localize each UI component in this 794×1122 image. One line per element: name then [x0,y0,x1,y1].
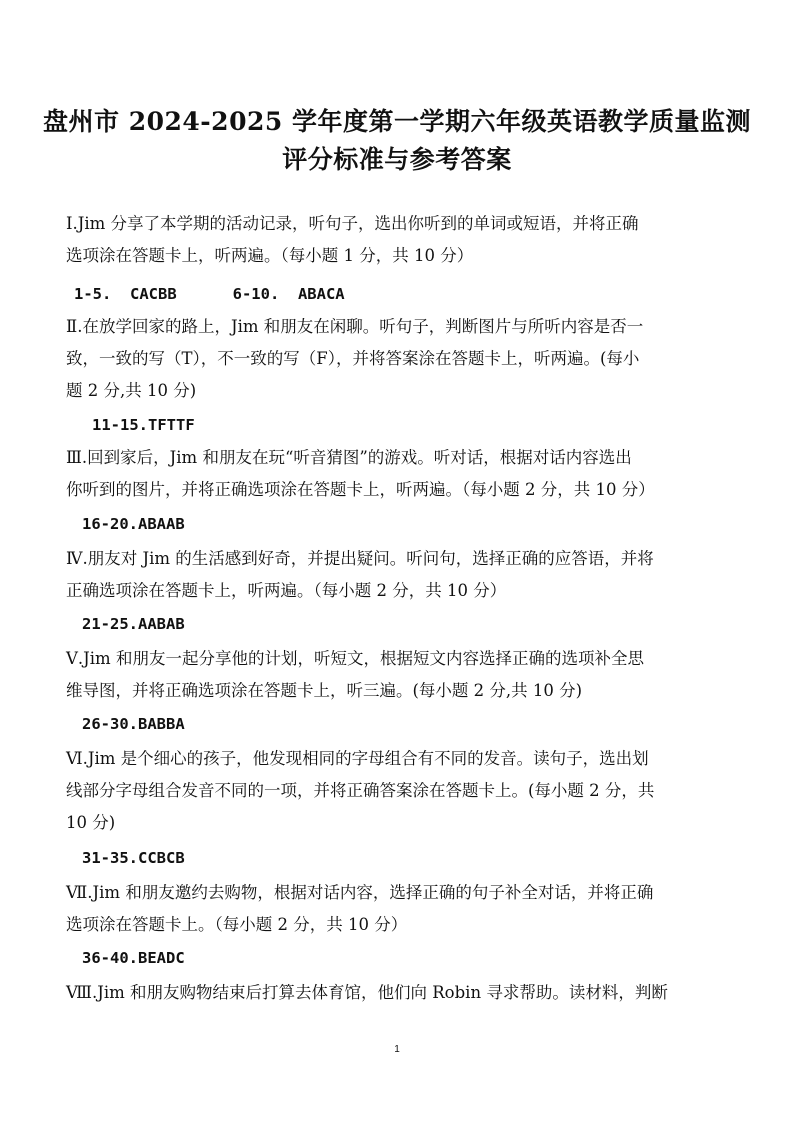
section-3-instructions [66,442,730,506]
page-title: 盘州市 2024-2025 学年度第一学期六年级英语教学质量监测 [43,107,751,136]
section-2-answer: 11-15.TFTTF [92,416,195,434]
section-1-answer: 1-5. CACBB 6-10. ABACA [74,285,345,303]
section-2-instructions [66,311,730,407]
section-4-instructions [66,543,730,607]
section-6-answer: 31-35.CCBCB [82,849,185,867]
section-line: Ⅵ.Jim 是个细心的孩子，他发现相同的字母组合有不同的发音。读句子，选出划 [66,749,649,768]
section-line: Ⅴ.Jim 和朋友一起分享他的计划，听短文，根据短文内容选择正确的选项补全思 [66,649,644,668]
section-line: Ⅲ.回到家后，Jim 和朋友在玩“听音猜图”的游戏。听对话，根据对话内容选出 [66,448,632,467]
section-7-instructions [66,877,730,941]
section-3-answer: 16-20.ABAAB [82,515,185,533]
section-line: 正确选项涂在答题卡上，听两遍。（每小题 2 分，共 10 分） [66,581,507,600]
section-6-instructions [66,743,730,839]
section-line: Ⅶ.Jim 和朋友邀约去购物，根据对话内容，选择正确的句子补全对话，并将正确 [66,883,654,902]
page-number: 1 [394,1044,400,1055]
section-line: Ⅳ.朋友对 Jim 的生活感到好奇，并提出疑问。听问句，选择正确的应答语，并将 [66,549,654,568]
section-line: 10 分) [66,813,116,832]
section-1-instructions [66,208,730,272]
section-line: 你听到的图片，并将正确选项涂在答题卡上，听两遍。（每小题 2 分，共 10 分） [66,480,655,499]
section-line: Ⅷ.Jim 和朋友购物结束后打算去体育馆，他们向 Robin 寻求帮助。读材料，判断 [66,983,668,1002]
section-line: 选项涂在答题卡上，听两遍。（每小题 1 分，共 10 分） [66,246,474,265]
section-line: 题 2 分,共 10 分) [66,381,197,400]
section-line: Ⅱ.在放学回家的路上，Jim 和朋友在闲聊。听句子，判断图片与所听内容是否一 [66,317,644,336]
section-5-instructions [66,643,730,707]
section-line: 维导图，并将正确选项涂在答题卡上，听三遍。(每小题 2 分,共 10 分) [66,681,583,700]
section-8-instructions [66,977,730,1009]
section-5-answer: 26-30.BABBA [82,715,185,733]
section-line: 致，一致的写（T），不一致的写（F），并将答案涂在答题卡上，听两遍。(每小 [66,349,640,368]
section-7-answer: 36-40.BEADC [82,949,185,967]
section-4-answer: 21-25.AABAB [82,615,185,633]
section-line: 选项涂在答题卡上。（每小题 2 分，共 10 分） [66,915,408,934]
section-line: 线部分字母组合发音不同的一项，并将正确答案涂在答题卡上。(每小题 2 分，共 [66,781,655,800]
section-line: Ⅰ.Jim 分享了本学期的活动记录，听句子，选出你听到的单词或短语，并将正确 [66,214,639,233]
page-subtitle: 评分标准与参考答案 [282,145,512,174]
